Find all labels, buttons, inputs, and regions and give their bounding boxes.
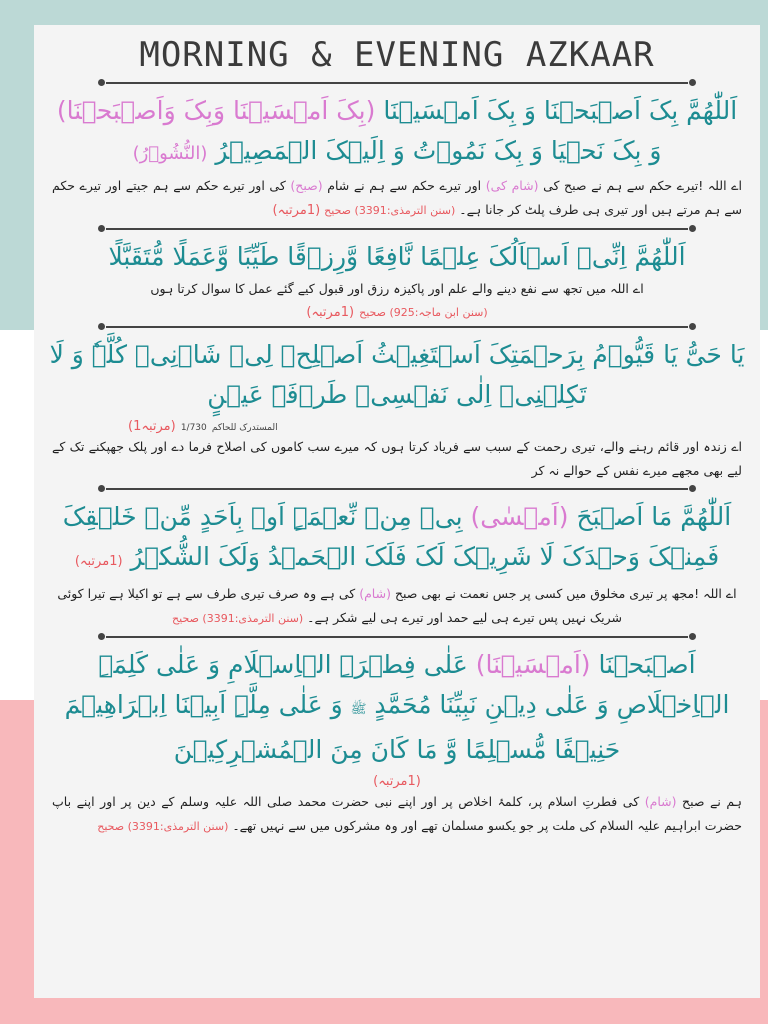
urdu-translation: اے اللہ !مجھ پر تیری مخلوق میں کسی پر جس نعمت نے بھی صبح (شام) کی ہے وہ صرف تیری طرف سے ہے تو اکیلا ہے تیرا کوئی شریک نہیں پس تیرے ہی لیے حمد اور تیرے ہی لیے شکر ہے۔ (سنن الترمذی:3391) صحیح (57, 586, 737, 625)
section-meta (128, 415, 740, 435)
dua-section-5 (48, 645, 746, 839)
section-divider (98, 79, 696, 87)
hadith-reference-number: 1/730 (180, 423, 207, 433)
repeat-count: (1مرتبہ) (373, 774, 421, 789)
repeat-count: (1مرتبہ) (272, 203, 321, 218)
dua-section-1 (48, 91, 746, 223)
urdu-translation: اے زندہ اور قائم رہنے والے، تیری رحمت کے سبب سے فریاد کرتا ہوں کہ میرے سب کاموں کی اصلاح فرما دے اور پلک جھپکنے تک کے لیے بھی مجھے میرے نفس کے حوالے نہ کر (52, 439, 742, 478)
repeat-count: (1مرتبہ) (306, 305, 355, 320)
dua-section-4 (48, 497, 746, 631)
arabic-text: اَللّٰھُمَّ مَا اَصۡبَحَ (اَمۡسٰی) بِیۡ مِنۡ نِّعۡمَۃٍ اَوۡ بِاَحَدٍ مِّنۡ خَلۡقِکَ فَمِنۡکَ وَحۡدَکَ لَا شَرِیۡکَ لَکَ فَلَکَ الۡحَمۡدُ وَلَکَ الشُّکۡرُ (1مرتبہ) (62, 502, 732, 571)
arabic-text: اَللّٰھُمَّ بِکَ اَصۡبَحۡنَا وَ بِکَ اَمۡسَیۡنَا (بِکَ اَمۡسَیۡنَا وَبِکَ وَاَصۡبَحۡنَا) وَ بِکَ نَحۡیَا وَ بِکَ نَمُوۡتُ وَ اِلَیۡکَ الۡمَصِیۡرُ (النُّشُوۡرُ) (56, 96, 738, 165)
urdu-translation: ہم نے صبح (شام) کی فطرتِ اسلام پر، کلمۂ اخلاص پر اور اپنے نبی حضرت محمد صلی اللہ علیہ وسلم کے دین پر اور اپنے باپ حضرت ابراہیم علیہ السلام کی ملت پر جو یکسو مسلمان تھے اور وہ مشرکوں میں سے نہیں تھے۔ (سنن الترمذی:3391) صحیح (52, 794, 742, 833)
section-divider (98, 225, 696, 233)
evening-variant: (النُّشُوۡرُ) (132, 143, 208, 164)
evening-variant: (اَمۡسَیۡنَا) (475, 650, 591, 679)
salawat-symbol: ﷺ (350, 702, 367, 717)
hadith-reference-source: المستدرک للحاکم (211, 423, 278, 433)
evening-variant: (بِکَ اَمۡسَیۡنَا وَبِکَ وَاَصۡبَحۡنَا) (56, 96, 376, 125)
section-divider (98, 323, 696, 331)
section-divider (98, 633, 696, 641)
arabic-text: یَا حَیُّ یَا قَیُّوۡمُ بِرَحۡمَتِکَ اَسۡتَغِیۡثُ اَصۡلِحۡ لِیۡ شَاۡنِیۡ کُلَّہٗ وَ لَا تَکِلۡنِیۡ اِلٰی نَفۡسِیۡ طَرۡفَۃَ عَیۡنٍ (49, 340, 745, 409)
hadith-reference: (سنن الترمذی:3391) صحیح (97, 820, 229, 833)
section-meta (54, 770, 740, 790)
repeat-count: (1مرتبہ) (128, 419, 176, 434)
hadith-reference: (سنن الترمذی:3391) صحیح (324, 204, 456, 217)
hadith-reference: (سنن الترمذی:3391) صحیح (172, 612, 304, 625)
section-meta (54, 301, 740, 321)
section-divider (98, 485, 696, 493)
hadith-reference: (سنن ابن ماجہ:925) صحیح (359, 306, 488, 319)
azkaar-card (34, 25, 760, 998)
urdu-translation: اے اللہ میں تجھ سے نفع دینے والے علم اور پاکیزہ رزق اور قبول کیے گئے عمل کا سوال کرتا ہوں (150, 281, 644, 296)
page-title: MORNING & EVENING AZKAAR (139, 35, 655, 75)
repeat-count: (1مرتبہ) (74, 554, 123, 569)
evening-variant: (اَمۡسٰی) (470, 502, 569, 531)
dua-section-2 (48, 237, 746, 321)
arabic-text: اَللّٰھُمَّ اِنِّیۡ اَسۡاَلُکَ عِلۡمًا نَّافِعًا وَّرِزۡقًا طَیِّبًا وَّعَمَلًا مُّتَقَبَّلًا (108, 242, 686, 271)
arabic-text: اَصۡبَحۡنَا (اَمۡسَیۡنَا) عَلٰی فِطۡرَۃِ الۡاِسۡلَامِ وَ عَلٰی کَلِمَۃِ الۡاِخۡلَاصِ وَ عَلٰی دِیۡنِ نَبِیِّنَا مُحَمَّدٍ ﷺ وَ عَلٰی مِلَّۃِ اَبِیۡنَا اِبۡرَاھِیۡمَ حَنِیۡفًا مُّسۡلِمًا وَّ مَا کَانَ مِنَ الۡمُشۡرِکِیۡنَ (64, 650, 730, 764)
dua-section-3 (48, 335, 746, 483)
urdu-translation: اے اللہ !تیرے حکم سے ہم نے صبح کی (شام کی) اور تیرے حکم سے ہم نے شام (صبح) کی اور تیرے حکم سے ہم جیتے اور تیرے حکم سے ہم مرتے ہیں اور تیری ہی طرف پلٹ کر جانا ہے۔ (سنن الترمذی:3391) صحیح (1مرتبہ) (52, 178, 742, 218)
